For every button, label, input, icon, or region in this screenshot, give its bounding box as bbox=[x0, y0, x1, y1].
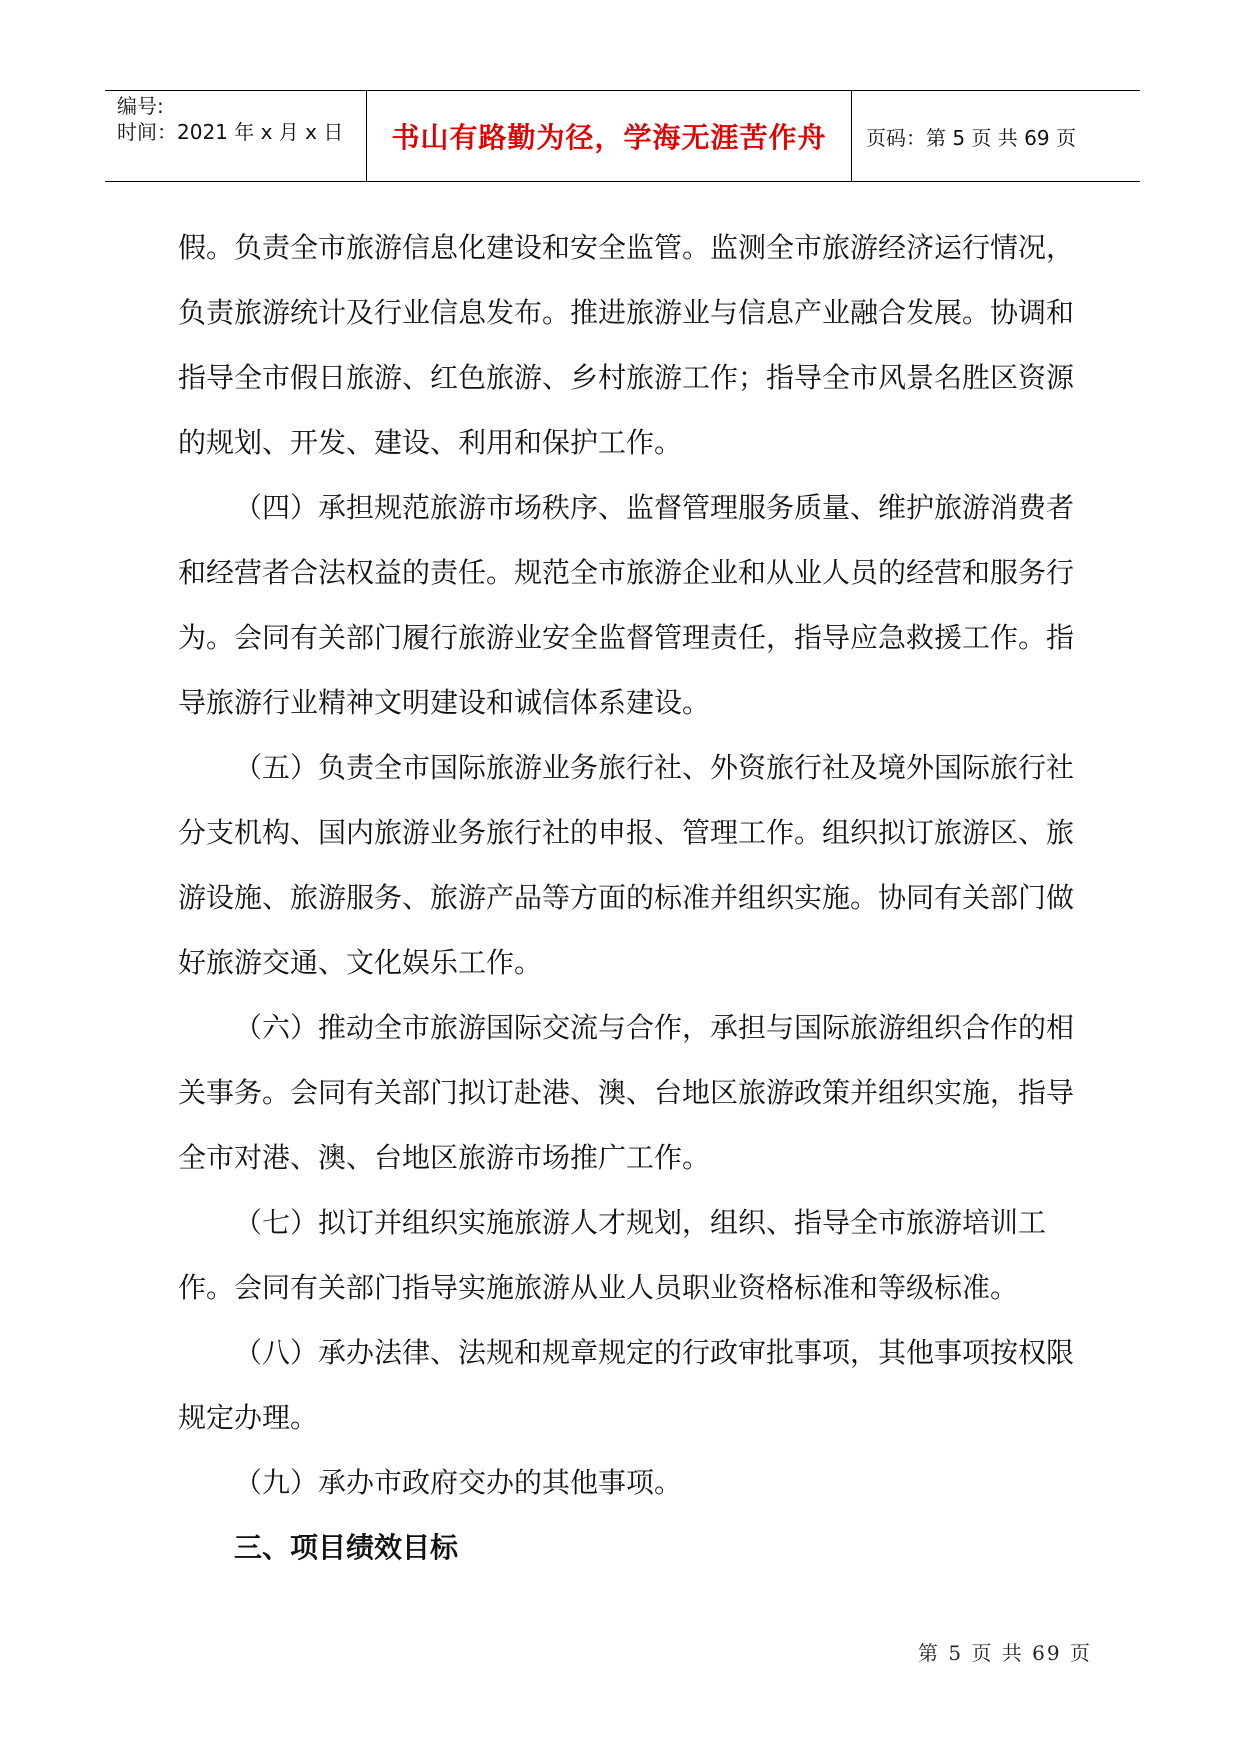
paragraph-item-5: （五）负责全市国际旅游业务旅行社、外资旅行社及境外国际旅行社分支机构、国内旅游业务旅行社的申报、管理工作。组织拟订旅游区、旅游设施、旅游服务、旅游产品等方面的标准并组织实施。协同有关部门做好旅游交通、文化娱乐工作。 bbox=[178, 751, 1075, 979]
header-motto: 书山有路勤为径，学海无涯苦作舟 bbox=[367, 91, 852, 181]
paragraph-item-7: （七）拟订并组织实施旅游人才规划，组织、指导全市旅游培训工作。会同有关部门指导实施旅游从业人员职业资格标准和等级标准。 bbox=[178, 1206, 1047, 1304]
page-header bbox=[105, 90, 1140, 182]
header-page-indicator: 页码：第 5 页 共 69 页 bbox=[866, 125, 1076, 150]
header-meta bbox=[105, 91, 367, 181]
paragraph-item-4: （四）承担规范旅游市场秩序、监督管理服务质量、维护旅游消费者和经营者合法权益的责任。规范全市旅游企业和从业人员的经营和服务行为。会同有关部门履行旅游业安全监督管理责任，指导应急救援工作。指导旅游行业精神文明建设和诚信体系建设。 bbox=[178, 491, 1075, 719]
document-time-label: 时间：2021 年 x 月 x 日 bbox=[117, 120, 344, 144]
paragraph-item-8: （八）承办法律、法规和规章规定的行政审批事项，其他事项按权限规定办理。 bbox=[178, 1336, 1075, 1434]
document-body bbox=[178, 215, 1098, 1580]
paragraph-item-9: （九）承办市政府交办的其他事项。 bbox=[234, 1466, 683, 1499]
page-footer-number: 第 5 页 共 69 页 bbox=[918, 1641, 1092, 1665]
document-number-label: 编号: bbox=[117, 94, 164, 118]
paragraph-item-6: （六）推动全市旅游国际交流与合作，承担与国际旅游组织合作的相关事务。会同有关部门拟订赴港、澳、台地区旅游政策并组织实施，指导全市对港、澳、台地区旅游市场推广工作。 bbox=[178, 1011, 1075, 1174]
paragraph-continuation: 假。负责全市旅游信息化建设和安全监管。监测全市旅游经济运行情况，负责旅游统计及行业信息发布。推进旅游业与信息产业融合发展。协调和指导全市假日旅游、红色旅游、乡村旅游工作；指导全市风景名胜区资源的规划、开发、建设、利用和保护工作。 bbox=[178, 231, 1075, 459]
section-heading: 三、项目绩效目标 bbox=[234, 1531, 459, 1564]
